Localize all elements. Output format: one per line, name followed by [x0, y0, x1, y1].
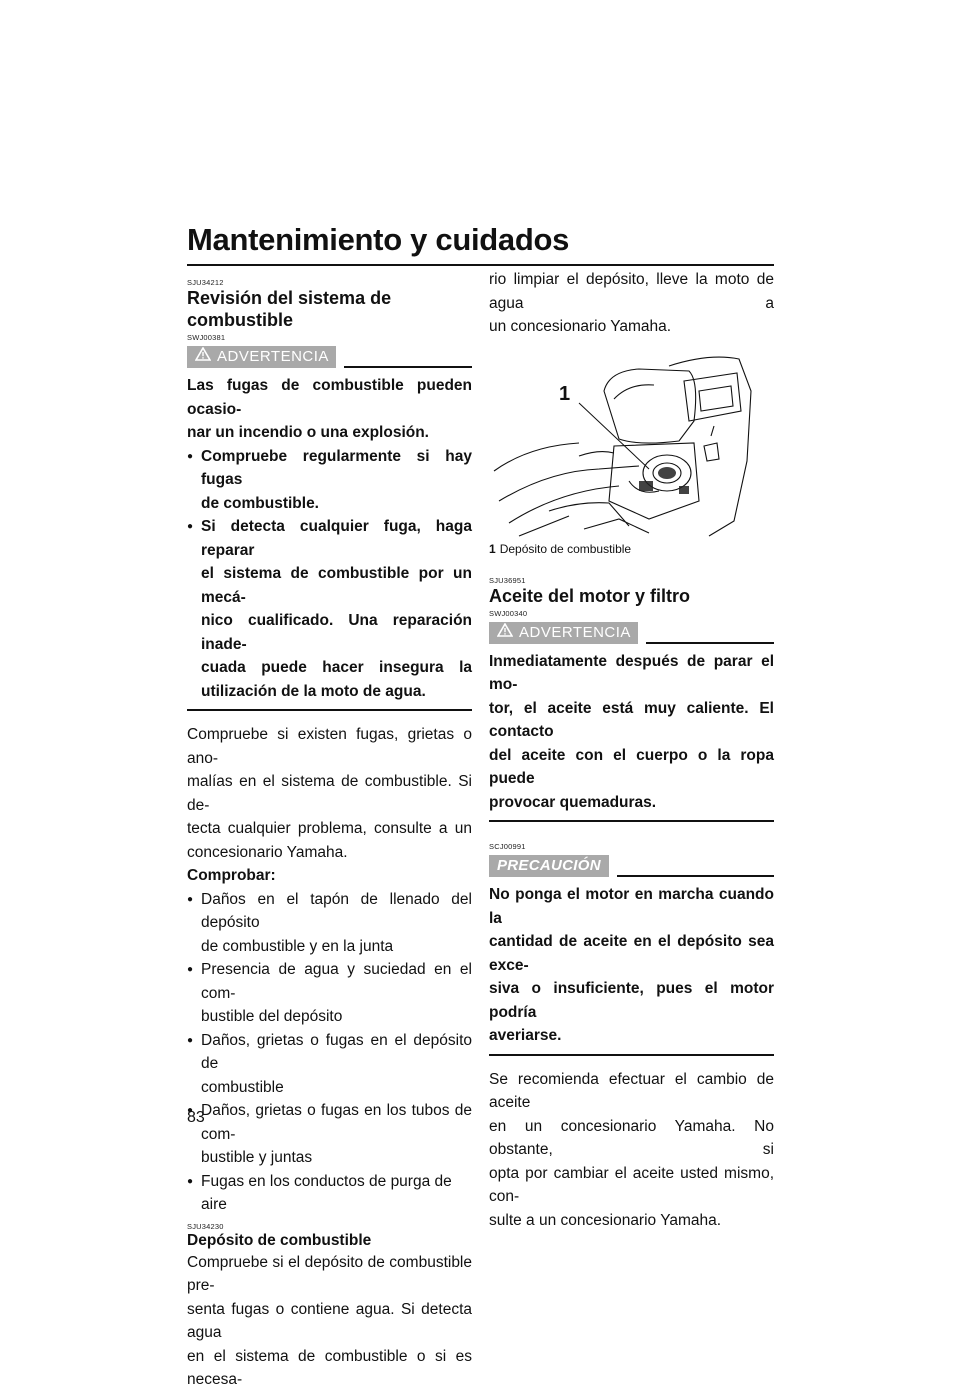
text-line: tecta cualquier problema, consulte a un — [187, 820, 472, 837]
text-line: senta fugas o contiene agua. Si detecta agua — [187, 1300, 472, 1341]
caution-rule — [617, 875, 774, 877]
warning-text — [187, 368, 472, 711]
figure-caption — [489, 542, 631, 556]
caution-line: No ponga el motor en marcha cuando la — [489, 886, 774, 927]
list-item — [187, 445, 472, 516]
section-heading-fuel-system: Revisión del sistema de combustible — [187, 288, 392, 330]
bullet-line: ● Si detecta cualquier fuga, haga reparar — [201, 518, 472, 559]
list-item — [187, 515, 472, 703]
caution-box — [489, 853, 774, 1056]
paragraph — [489, 1068, 774, 1233]
caption-text: Depósito de combustible — [499, 541, 632, 556]
left-column — [187, 278, 472, 1392]
list-item — [187, 1170, 472, 1217]
text-line: opta por cambiar el aceite usted mismo, con- — [489, 1164, 774, 1205]
caution-header — [489, 853, 774, 877]
title-rule — [187, 264, 774, 266]
section-heading-tank: Depósito de combustible — [187, 1231, 372, 1249]
bullet-line: de combustible. — [201, 494, 319, 512]
warning-header — [187, 344, 472, 368]
figure-callout-number: 1 — [559, 382, 571, 405]
section-heading-oil: Aceite del motor y filtro — [489, 585, 691, 606]
section-code: SJU34212 — [187, 278, 224, 287]
warning-line: Inmediatamente después de parar el mo- — [489, 652, 774, 693]
warning-header — [489, 620, 774, 644]
caution-text — [489, 877, 774, 1056]
bullet-line: ● Fugas en los conductos de purga de aire — [201, 1172, 452, 1213]
text-line: rio limpiar el depósito, lleve la moto de agua a — [489, 271, 774, 312]
caution-line: siva o insuficiente, pues el motor podría — [489, 980, 774, 1021]
bullet-line: combustible — [201, 1078, 284, 1096]
list-item — [187, 1099, 472, 1170]
warning-line: tor, el aceite está muy caliente. El contacto — [489, 699, 774, 740]
warning-line: Las fugas de combustible pueden ocasio- — [187, 377, 472, 418]
warning-rule — [344, 366, 472, 368]
fuel-tank-figure — [489, 351, 774, 556]
bullet-line: ● Daños, grietas o fugas en los tubos de com- — [201, 1102, 472, 1143]
warning-line: provocar quemaduras. — [489, 793, 657, 811]
text-line: en el sistema de combustible o si es necesa- — [187, 1347, 472, 1388]
warning-line: del aceite con el cuerpo o la ropa puede — [489, 746, 774, 787]
check-list — [187, 888, 472, 1217]
caution-line: cantidad de aceite en el depósito sea exce- — [489, 933, 774, 974]
text-line: en un concesionario Yamaha. No obstante, si — [489, 1117, 774, 1158]
caution-line: averiarse. — [489, 1027, 562, 1044]
page-title: Mantenimiento y cuidados — [187, 222, 570, 257]
warning-label: ADVERTENCIA — [217, 348, 329, 366]
bullet-line: nico cualificado. Una reparación inade- — [201, 612, 472, 653]
warning-code: SWJ00340 — [489, 608, 528, 618]
bullet-line: de combustible y en la junta — [201, 937, 394, 955]
paragraph — [187, 723, 472, 864]
warning-text — [489, 644, 774, 823]
bullet-line: ● Daños en el tapón de llenado del depósito — [201, 890, 472, 931]
list-item — [187, 1029, 472, 1100]
check-label: Comprobar: — [187, 867, 276, 884]
bullet-line: bustible y juntas — [201, 1149, 313, 1166]
page-number: 83 — [187, 1109, 205, 1126]
warning-triangle-icon — [497, 621, 513, 645]
section-code: SJU36951 — [489, 575, 526, 585]
caption-number: 1 — [489, 541, 496, 556]
bullet-line: ● Presencia de agua y suciedad en el com- — [201, 961, 472, 1002]
text-line: concesionario Yamaha. — [187, 843, 348, 861]
text-line: malías en el sistema de combustible. Si de- — [187, 773, 472, 814]
list-item — [187, 888, 472, 959]
warning-line: nar un incendio o una explosión. — [187, 424, 429, 441]
paragraph — [187, 1251, 472, 1392]
caution-code: SCJ00991 — [489, 842, 526, 851]
jet-ski-illustration — [489, 351, 774, 539]
warning-box — [187, 344, 472, 711]
bullet-line: ● Compruebe regularmente si hay fugas — [201, 447, 472, 488]
bullet-line: utilización de la moto de agua. — [201, 682, 426, 700]
section-code: SJU34230 — [187, 1221, 224, 1231]
bullet-line: el sistema de combustible por un mecá- — [201, 565, 472, 606]
right-column — [489, 268, 774, 1232]
text-line: Compruebe si el depósito de combustible pre- — [187, 1253, 472, 1294]
warning-code: SWJ00381 — [187, 333, 226, 342]
warning-rule — [646, 642, 774, 644]
warning-triangle-icon — [195, 345, 211, 369]
warning-badge — [187, 346, 336, 368]
bullet-line: cuada puede hacer insegura la — [201, 659, 472, 676]
warning-label: ADVERTENCIA — [519, 623, 631, 641]
text-line: sulte a un concesionario Yamaha. — [489, 1211, 722, 1229]
warning-box — [489, 620, 774, 823]
paragraph — [489, 268, 774, 339]
list-item — [187, 958, 472, 1029]
text-line: un concesionario Yamaha. — [489, 318, 672, 335]
bullet-line: ● Daños, grietas o fugas en el depósito de — [201, 1031, 472, 1072]
text-line: Se recomienda efectuar el cambio de aceite — [489, 1070, 774, 1111]
text-line: Compruebe si existen fugas, grietas o ano- — [187, 726, 472, 767]
caution-badge: PRECAUCIÓN — [489, 855, 609, 877]
bullet-line: bustible del depósito — [201, 1008, 343, 1025]
warning-badge — [489, 622, 638, 644]
warning-bullets — [187, 445, 472, 704]
